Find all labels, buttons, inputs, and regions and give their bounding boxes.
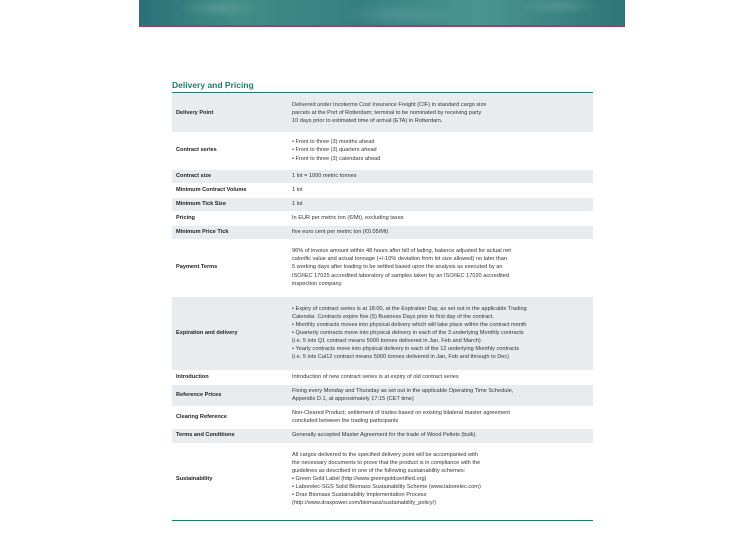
row-value: Introduction of new contract series is at expiry of old contract series — [288, 370, 593, 384]
list-item: • Monthly contracts moves into physical delivery which will take place within the contract month — [292, 321, 589, 329]
row-value: In EUR per metric ton (€/Mt), excluding taxes — [288, 211, 593, 225]
row-label: Terms and Conditions — [172, 428, 288, 443]
row-value: Fixing every Monday and Thursday as set out in the applicable Operating Time Schedule, Appendix D.1, at approximately 17:15 (CET time) — [288, 384, 593, 406]
row-label: Contract series — [172, 132, 288, 169]
list-item: • Front to three (3) months ahead — [292, 138, 589, 146]
list-item: • Drax Biomass Sustainability Implementation Process (http://www.draxpower.com/biomass/sustainability_policy/) — [292, 491, 589, 507]
row-value: All cargos delivered to the specified delivery point will be accompanied with the necessary documents to prove that the product is in compliance with the guidelines as described in one of the following sustainability schemes: • Green Gold Label (http://www.greengoldcertified.org) • Laborelec-SGS Solid Biomass Sustainability Scheme (www.laborelec.com) • Drax Biomass Sustainability Implementation Process (http://www.draxpower.com/biomass/sustainability_policy/) — [288, 443, 593, 515]
row-value: Delivered under Incoterms Cost Insurance Freight (CIF) in standard cargo size parcels at the Port of Rotterdam; terminal to be nominated by receiving party 10 days prior to estimated time of arrival (ETA) in Rotterdam. — [288, 94, 593, 132]
table-row — [172, 225, 593, 239]
header-banner — [139, 0, 625, 27]
row-label: Clearing Reference — [172, 406, 288, 428]
row-value — [288, 132, 593, 169]
row-value — [288, 296, 593, 370]
list-item: • Expiry of contract series is at 18:00, at the Expiration Day, as set out in the applicable Trading Calendar. Contracts expire five (5) Business Days prior to first day of the contract. — [292, 305, 589, 321]
row-value: five euro cent per metric ton (€0.05/Mt) — [288, 225, 593, 239]
table-row — [172, 183, 593, 197]
list-item: • Laborelec-SGS Solid Biomass Sustainability Scheme (www.laborelec.com) — [292, 483, 589, 491]
table-row — [172, 443, 593, 515]
table-row — [172, 94, 593, 132]
delivery-pricing-table — [172, 94, 593, 516]
table-row — [172, 132, 593, 169]
list-item: • Yearly contracts move into physical delivery in each of the 12 underlying Monthly contracts (i.e. 5 lots Cal12 contract means 5000 tonnes delivered in Jan, Feb and through to Dec) — [292, 345, 589, 361]
row-value: 1 lot — [288, 197, 593, 211]
table-row — [172, 384, 593, 406]
row-label: Payment Terms — [172, 239, 288, 296]
list-item: • Green Gold Label (http://www.greengoldcertified.org) — [292, 475, 589, 483]
title-divider — [172, 92, 593, 93]
table-row — [172, 406, 593, 428]
row-label: Minimum Price Tick — [172, 225, 288, 239]
bullet-list — [292, 138, 589, 162]
row-label: Pricing — [172, 211, 288, 225]
row-label: Expiration and delivery — [172, 296, 288, 370]
row-label: Introduction — [172, 370, 288, 384]
row-label: Minimum Tick Size — [172, 197, 288, 211]
row-label: Delivery Point — [172, 94, 288, 132]
bullet-list — [292, 475, 589, 507]
list-item: • Front to three (3) quarters ahead — [292, 146, 589, 154]
bullet-list — [292, 305, 589, 362]
row-label: Minimum Contract Volume — [172, 183, 288, 197]
table-row — [172, 370, 593, 384]
table-row — [172, 239, 593, 296]
list-item: • Quarterly contracts move into physical delivery in each of the 3 underlying Monthly contracts (i.e. 5 lots Q1 contract means 5000 tonnes delivered in Jan, Feb and March) — [292, 329, 589, 345]
row-value: 1 lot — [288, 183, 593, 197]
table-row — [172, 169, 593, 183]
row-label: Sustainability — [172, 443, 288, 515]
table-row — [172, 211, 593, 225]
table-row — [172, 428, 593, 443]
row-value: 96% of invoice amount within 48 hours after bill of lading, balance adjusted for actual net calorific value and actual tonnage (+/-10% deviation from lot size allowed) no later than 5 working days after loading to be settled based upon the analysis as executed by an ISO/IEC 17025 accredited laboratory of samples taken by an ISO/IEC 17020 accredited inspection company. — [288, 239, 593, 296]
row-value: Generally accepted Master Agreement for the trade of Wood Pellets (bulk). — [288, 428, 593, 443]
row-label: Contract size — [172, 169, 288, 183]
list-item: • Front to three (3) calendars ahead — [292, 155, 589, 163]
table-row — [172, 296, 593, 370]
row-label: Reference Prices — [172, 384, 288, 406]
row-value: 1 lot = 1000 metric tonnes — [288, 169, 593, 183]
table-row — [172, 197, 593, 211]
row-value: Non-Cleared Product; settlement of trades based on existing bilateral master agreement concluded between the trading participants — [288, 406, 593, 428]
section-title: Delivery and Pricing — [172, 80, 254, 90]
bottom-divider — [172, 520, 593, 521]
